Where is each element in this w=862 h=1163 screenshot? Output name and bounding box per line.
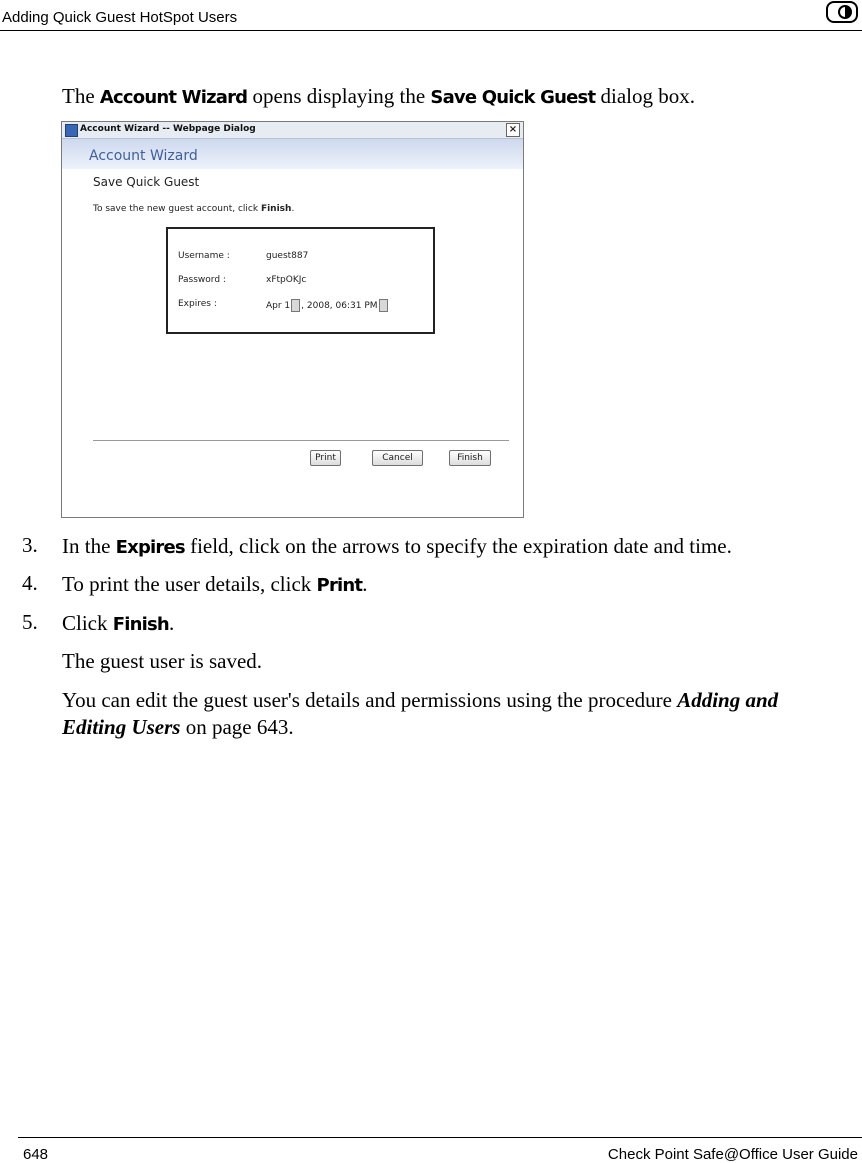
account-wizard-term: Account Wizard xyxy=(99,87,248,108)
edit-note-line-1: You can edit the guest user's details and permissions using the procedure Adding and xyxy=(62,688,779,712)
expires-value: Apr 1 , 2008, 06:31 PM xyxy=(266,299,389,312)
expires-row xyxy=(178,299,378,311)
day-spinner[interactable] xyxy=(291,299,300,312)
password-label: Password : xyxy=(178,275,226,285)
step-5-text: Click Finish. xyxy=(62,611,175,635)
username-row xyxy=(178,251,309,261)
step-5-number: 5. xyxy=(22,610,38,634)
dialog-title-bar xyxy=(62,122,523,139)
wizard-banner-title: Account Wizard xyxy=(89,148,198,164)
running-header-title: Adding Quick Guest HotSpot Users xyxy=(2,9,238,26)
password-row xyxy=(178,275,307,285)
result-text: The guest user is saved. xyxy=(62,649,263,673)
print-button[interactable]: Print xyxy=(310,450,341,466)
edit-note-line-2: Editing Users on page 643. xyxy=(62,715,294,739)
header-rule xyxy=(0,30,862,31)
username-label: Username : xyxy=(178,251,230,261)
dialog-separator xyxy=(93,440,509,441)
dialog-heading: Save Quick Guest xyxy=(93,175,200,189)
cancel-button[interactable]: Cancel xyxy=(372,450,423,466)
step-3-text: In the Expires field, click on the arrows to specify the expiration date and time. xyxy=(62,534,732,558)
dialog-instruction: To save the new guest account, click Finish. xyxy=(93,204,295,214)
intro-paragraph: The Account Wizard opens displaying the Save Quick Guest dialog box. xyxy=(62,84,695,108)
guest-details-box xyxy=(166,227,435,334)
username-value: guest887 xyxy=(266,251,309,261)
window-icon xyxy=(65,124,78,137)
footer-rule xyxy=(18,1137,862,1138)
password-value: xFtpOKJc xyxy=(266,275,307,285)
save-quick-guest-term: Save Quick Guest xyxy=(430,87,596,108)
finish-button[interactable]: Finish xyxy=(449,450,491,466)
safe-at-office-logo-icon xyxy=(826,1,858,23)
close-icon[interactable]: × xyxy=(506,123,520,137)
dialog-window-title: Account Wizard -- Webpage Dialog xyxy=(80,124,256,134)
expires-label: Expires : xyxy=(178,299,217,309)
wizard-banner xyxy=(62,139,523,169)
step-4-text: To print the user details, click Print. xyxy=(62,572,368,596)
page-number: 648 xyxy=(23,1146,49,1163)
adding-editing-users-link-cont[interactable]: Editing Users xyxy=(62,715,181,739)
guide-title: Check Point Safe@Office User Guide xyxy=(607,1146,858,1163)
adding-editing-users-link[interactable]: Adding and xyxy=(677,688,779,712)
time-spinner[interactable] xyxy=(379,299,388,312)
finish-term: Finish xyxy=(112,614,169,635)
print-term: Print xyxy=(316,575,363,596)
save-quick-guest-dialog xyxy=(61,121,524,518)
expires-term: Expires xyxy=(115,537,185,558)
step-3-number: 3. xyxy=(22,533,38,557)
step-4-number: 4. xyxy=(22,571,38,595)
